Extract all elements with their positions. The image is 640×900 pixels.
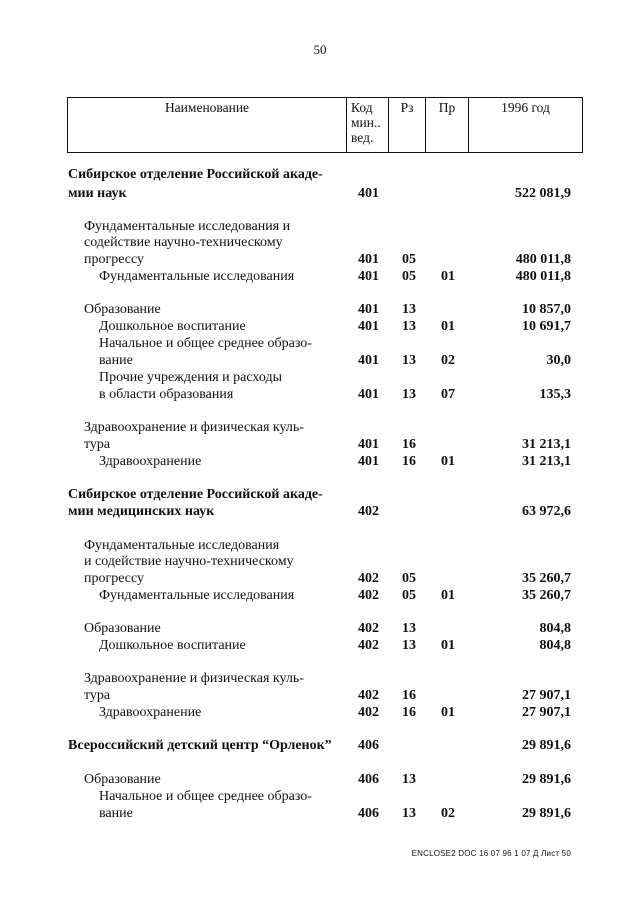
row-name: тура [84, 437, 111, 452]
row-amount: 63 972,6 [522, 504, 571, 519]
header-kod-line: мин.. [351, 115, 381, 130]
row-name: вание [99, 353, 133, 368]
row-name: прогрессу [84, 571, 145, 586]
table-row [0, 185, 640, 202]
table-row [0, 352, 640, 369]
row-name: Фундаментальные исследования [99, 588, 295, 603]
row-name: Сибирское отделение Российской акаде- [68, 167, 323, 182]
row-name: Фундаментальные исследования и [84, 219, 291, 234]
header-year: 1996 год [501, 100, 550, 115]
row-amount: 29 891,6 [522, 772, 571, 787]
header-pr: Пр [426, 98, 469, 152]
header-rz: Рз [389, 98, 426, 152]
row-amount: 10 691,7 [522, 319, 571, 334]
table-row [0, 553, 640, 570]
row-kod: 402 [358, 504, 379, 519]
row-name: содействие научно-техническому [84, 235, 283, 250]
header-kod-line: Код [351, 100, 373, 115]
table-row [0, 251, 640, 268]
row-amount: 35 260,7 [522, 571, 571, 586]
row-rz: 05 [402, 269, 416, 284]
row-name: Здравоохранение [99, 705, 202, 720]
footer-stamp: ENCLOSE2 DOC 16 07 96 1 07 Д Лист 50 [411, 849, 571, 858]
row-pr: 02 [441, 806, 455, 821]
row-pr: 01 [441, 454, 455, 469]
row-kod: 402 [358, 621, 379, 636]
row-name: Дошкольное воспитание [99, 319, 246, 334]
row-rz: 13 [402, 302, 416, 317]
row-rz: 13 [402, 353, 416, 368]
table-row [0, 369, 640, 386]
table-row [0, 268, 640, 285]
row-name: Здравоохранение [99, 454, 202, 469]
row-pr: 01 [441, 588, 455, 603]
table-row [0, 453, 640, 470]
row-amount: 29 891,6 [522, 738, 571, 753]
table-row [0, 335, 640, 352]
row-name: Начальное и общее среднее образо- [99, 336, 312, 351]
table-row [0, 503, 640, 520]
table-row [0, 788, 640, 805]
table-row [0, 318, 640, 335]
row-name: Здравоохранение и физическая куль- [84, 420, 304, 435]
row-rz: 05 [402, 571, 416, 586]
row-kod: 401 [358, 186, 379, 201]
row-kod: 402 [358, 588, 379, 603]
table-row [0, 704, 640, 721]
table-row [0, 419, 640, 436]
row-name: прогрессу [84, 252, 145, 267]
row-kod: 401 [358, 353, 379, 368]
row-name: Фундаментальные исследования [99, 269, 295, 284]
row-amount: 522 081,9 [515, 186, 571, 201]
table-row [0, 301, 640, 318]
row-rz: 16 [402, 437, 416, 452]
row-rz: 16 [402, 454, 416, 469]
row-name: Образование [84, 621, 161, 636]
row-kod: 402 [358, 638, 379, 653]
row-kod: 401 [358, 387, 379, 402]
table-row [0, 436, 640, 453]
row-kod: 406 [358, 772, 379, 787]
table-row [0, 234, 640, 251]
row-kod: 401 [358, 269, 379, 284]
row-name: Прочие учреждения и расходы [99, 370, 283, 385]
row-kod: 401 [358, 437, 379, 452]
row-kod: 401 [358, 302, 379, 317]
row-kod: 401 [358, 252, 379, 267]
table-row [0, 670, 640, 687]
table-row [0, 486, 640, 503]
row-amount: 804,8 [539, 638, 571, 653]
row-name: мии наук [68, 186, 127, 201]
row-pr: 01 [441, 705, 455, 720]
row-pr: 02 [441, 353, 455, 368]
row-rz: 16 [402, 705, 416, 720]
row-amount: 804,8 [539, 621, 571, 636]
row-rz: 13 [402, 621, 416, 636]
row-amount: 27 907,1 [522, 705, 571, 720]
table-row [0, 587, 640, 604]
page-number: 50 [313, 42, 327, 57]
row-rz: 05 [402, 252, 416, 267]
row-pr: 07 [441, 387, 455, 402]
header-kod-line: вед. [351, 130, 374, 145]
table-row [0, 737, 640, 754]
table-row [0, 386, 640, 403]
row-kod: 402 [358, 688, 379, 703]
header-name: Наименование [68, 98, 347, 152]
table-row [0, 805, 640, 822]
row-rz: 13 [402, 638, 416, 653]
table-row [0, 771, 640, 788]
row-rz: 13 [402, 772, 416, 787]
row-name: тура [84, 688, 111, 703]
row-name: и содействие научно-техническому [84, 554, 294, 569]
row-kod: 402 [358, 705, 379, 720]
row-name: Начальное и общее среднее образо- [99, 789, 312, 804]
row-amount: 30,0 [546, 353, 571, 368]
row-amount: 480 011,8 [515, 252, 571, 267]
table-row [0, 687, 640, 704]
table-row [0, 570, 640, 587]
row-name: мии медицинских наук [68, 504, 215, 519]
row-amount: 480 011,8 [515, 269, 571, 284]
row-amount: 10 857,0 [522, 302, 571, 317]
row-rz: 13 [402, 806, 416, 821]
row-amount: 31 213,1 [522, 454, 571, 469]
row-amount: 135,3 [539, 387, 571, 402]
row-kod: 401 [358, 319, 379, 334]
row-name: Здравоохранение и физическая куль- [84, 671, 304, 686]
table-row [0, 537, 640, 554]
table-row [0, 637, 640, 654]
row-name: вание [99, 806, 133, 821]
row-name: в области образования [99, 387, 234, 402]
row-pr: 01 [441, 638, 455, 653]
row-amount: 35 260,7 [522, 588, 571, 603]
row-rz: 05 [402, 588, 416, 603]
row-kod: 402 [358, 571, 379, 586]
row-name: Образование [84, 772, 161, 787]
row-rz: 16 [402, 688, 416, 703]
table-row [0, 620, 640, 637]
row-name: Дошкольное воспитание [99, 638, 246, 653]
row-amount: 29 891,6 [522, 806, 571, 821]
row-rz: 13 [402, 319, 416, 334]
row-amount: 31 213,1 [522, 437, 571, 452]
row-kod: 401 [358, 454, 379, 469]
row-pr: 01 [441, 319, 455, 334]
row-name: Всероссийский детский центр “Орленок” [68, 738, 332, 753]
row-kod: 406 [358, 806, 379, 821]
row-pr: 01 [441, 269, 455, 284]
row-kod: 406 [358, 738, 379, 753]
row-name: Сибирское отделение Российской акаде- [68, 487, 323, 502]
row-name: Фундаментальные исследования [84, 538, 280, 553]
table-row [0, 218, 640, 235]
row-amount: 27 907,1 [522, 688, 571, 703]
row-rz: 13 [402, 387, 416, 402]
table-row [0, 166, 640, 183]
row-name: Образование [84, 302, 161, 317]
